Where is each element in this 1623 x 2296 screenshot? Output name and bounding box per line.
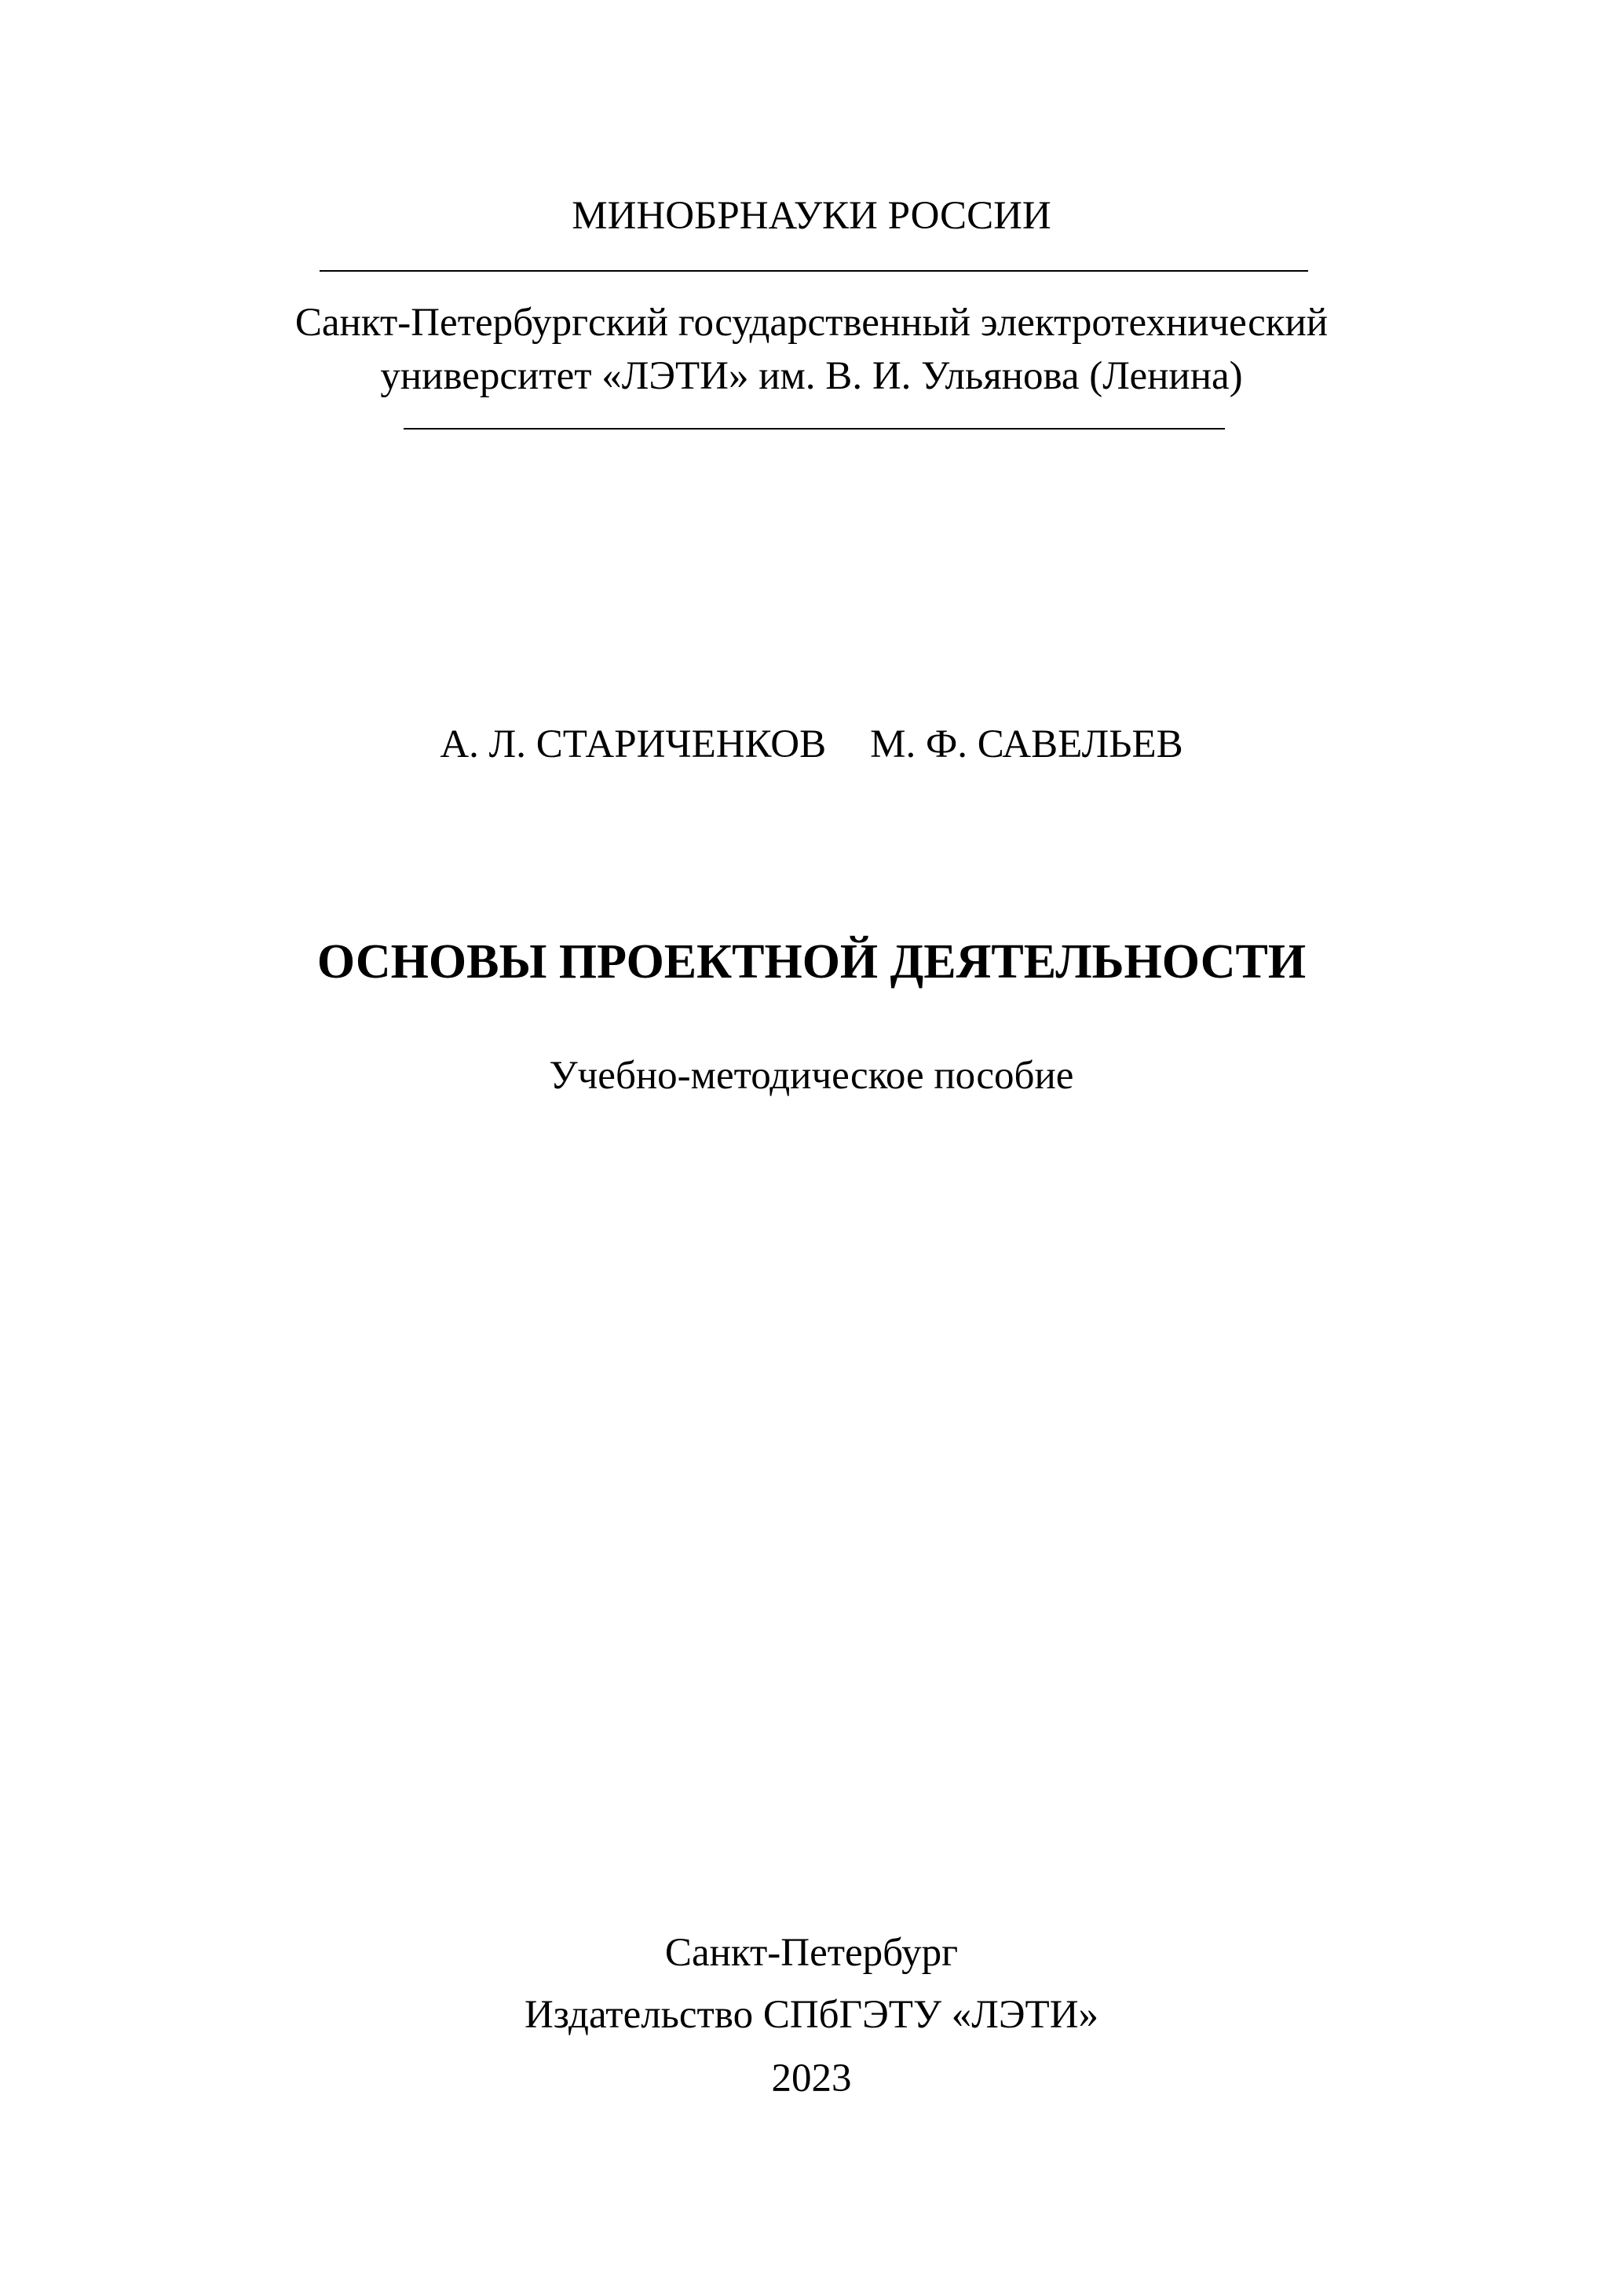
book-subtitle: Учебно-методическое пособие [549, 1054, 1074, 1098]
header-divider-top [320, 270, 1308, 272]
university-name-line-1: Санкт-Петербургский государственный электротехнический [294, 301, 1329, 345]
university-name-line-2: университет «ЛЭТИ» им. В. И. Ульянова (Ленина) [380, 354, 1243, 398]
book-title: ОСНОВЫ ПРОЕКТНОЙ ДЕЯТЕЛЬНОСТИ [316, 935, 1307, 989]
imprint-year: 2023 [771, 2057, 852, 2100]
ministry-name: МИНОБРНАУКИ РОССИИ [572, 194, 1051, 238]
imprint-publisher: Издательство СПбГЭТУ «ЛЭТИ» [524, 1993, 1099, 2037]
imprint-city: Санкт-Петербург [664, 1931, 959, 1975]
header-divider-bottom [404, 428, 1225, 430]
author-first: А. Л. СТАРИЧЕНКОВ [440, 722, 827, 766]
authors-line [0, 721, 1623, 768]
author-second: М. Ф. САВЕЛЬЕВ [870, 722, 1183, 766]
